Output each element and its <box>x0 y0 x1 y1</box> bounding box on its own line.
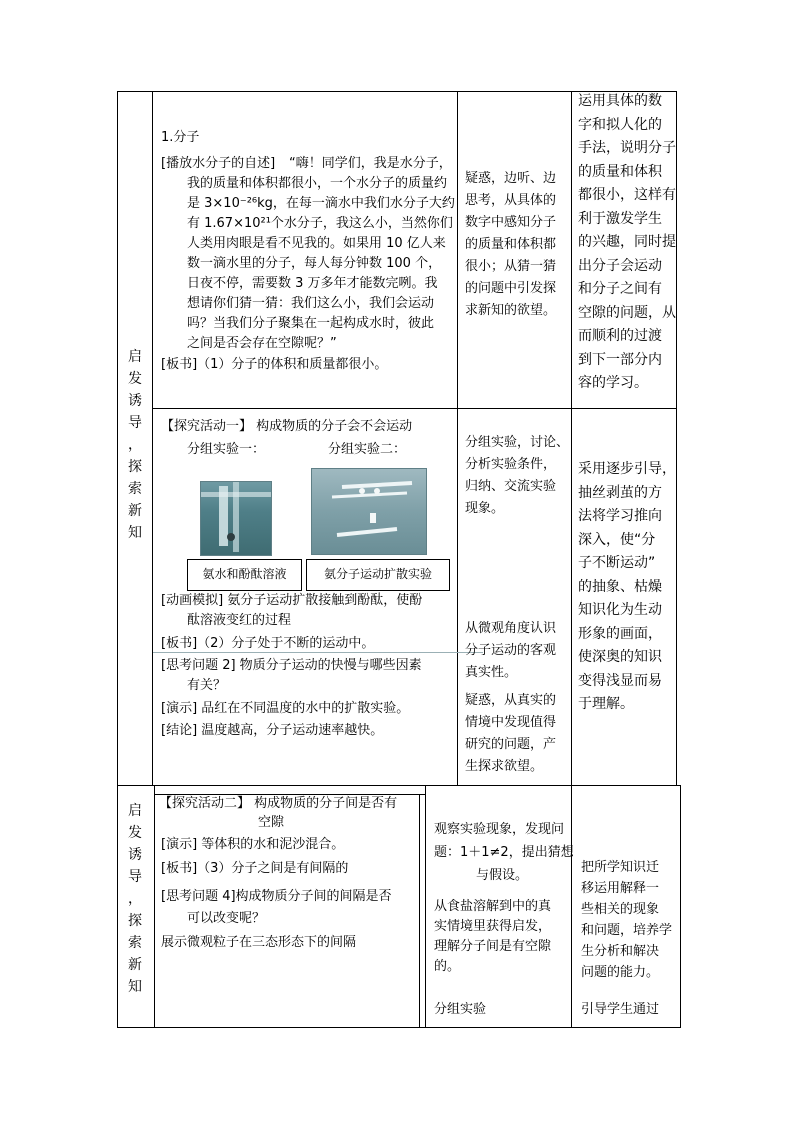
column-divider-2 <box>457 91 458 786</box>
column-divider-1 <box>152 91 153 786</box>
table-border-left <box>117 91 118 1028</box>
demo-note-1: [演示] 品红在不同温度的水中的扩散实验。 <box>161 701 410 716</box>
stage-label-2: 启 发 诱 导 ， 探 索 新 知 <box>128 803 142 995</box>
activity-title: 1.分子 <box>161 130 200 145</box>
column-divider-3b <box>571 785 572 1028</box>
student-activity-2b: 从微观角度认识 分子运动的客观 真实性。 <box>465 621 557 680</box>
student-activity-3c: 分组实验 <box>434 1002 487 1017</box>
design-intent-2: 采用逐步引导， 抽丝剥茧的方 法将学习推向 深入，使“分 子不断运动” 的抽象、枯燥 知识化为生动 形象的画面， 使深奥的知识 变得浅显而易 于理解。 <box>578 461 676 712</box>
exp2-title: 分组实验二： <box>328 442 407 457</box>
table-border-bottom <box>117 1027 681 1028</box>
board-note-2: [板书]（2）分子处于不断的运动中。 <box>161 636 375 651</box>
student-activity-1: 疑惑，边听、边 思考，从具体的 数字中感知分子 的质量和体积都 很小；从猜一猜 的问题中引发探 求新知的欲望。 <box>465 171 557 318</box>
table-border-right-b <box>680 785 681 1028</box>
exp1-title: 分组实验一： <box>187 442 266 457</box>
experiment-photo-2 <box>311 468 427 555</box>
exp2-caption: 氨分子运动扩散实验 <box>306 559 450 591</box>
table-border-right <box>676 91 677 786</box>
exp1-caption: 氨水和酚酞溶液 <box>187 559 302 591</box>
separator-line <box>153 652 483 653</box>
stage-label: 启 发 诱 导 ， 探 索 新 知 <box>128 349 142 541</box>
design-intent-3b: 引导学生通过 <box>581 1002 660 1017</box>
board-note-3: [板书]（3）分子之间是有间隔的 <box>161 861 349 876</box>
experiment-photo-1 <box>200 481 272 556</box>
student-activity-2a: 分组实验，讨论、 分析实验条件， 归纳、交流实验 现象。 <box>465 435 570 516</box>
conclusion-note: [结论] 温度越高，分子运动速率越快。 <box>161 723 384 738</box>
column-divider-2b <box>425 785 426 1028</box>
demo-note-2: [演示] 等体积的水和泥沙混合。 <box>161 837 345 852</box>
student-activity-2c: 疑惑，从真实的 情境中发现值得 研究的问题，产 生探求欲望。 <box>465 693 557 774</box>
row-divider-2 <box>117 785 681 786</box>
row-divider-1 <box>152 408 677 409</box>
show-note: 展示微观粒子在三态形态下的间隔 <box>161 935 357 950</box>
inner-border-right <box>419 794 420 1027</box>
narration-tag: [播放水分子的自述] <box>161 156 276 171</box>
explore-activity-1: 【探究活动一】 构成物质的分子会不会运动 <box>161 419 413 434</box>
column-divider-1b <box>154 785 155 1028</box>
board-note-1: [板书]（1）分子的体积和质量都很小。 <box>161 357 388 372</box>
column-divider-3 <box>571 91 572 786</box>
design-intent-1: 运用具体的数 字和拟人化的 手法，说明分子 的质量和体积 都很小，这样有 利于激发学生 的兴趣，同时提 出分子会运动 和分子之间有 空隙的问题，从 而顺利的过渡 到下一部分内 容的学习。 <box>578 93 676 391</box>
